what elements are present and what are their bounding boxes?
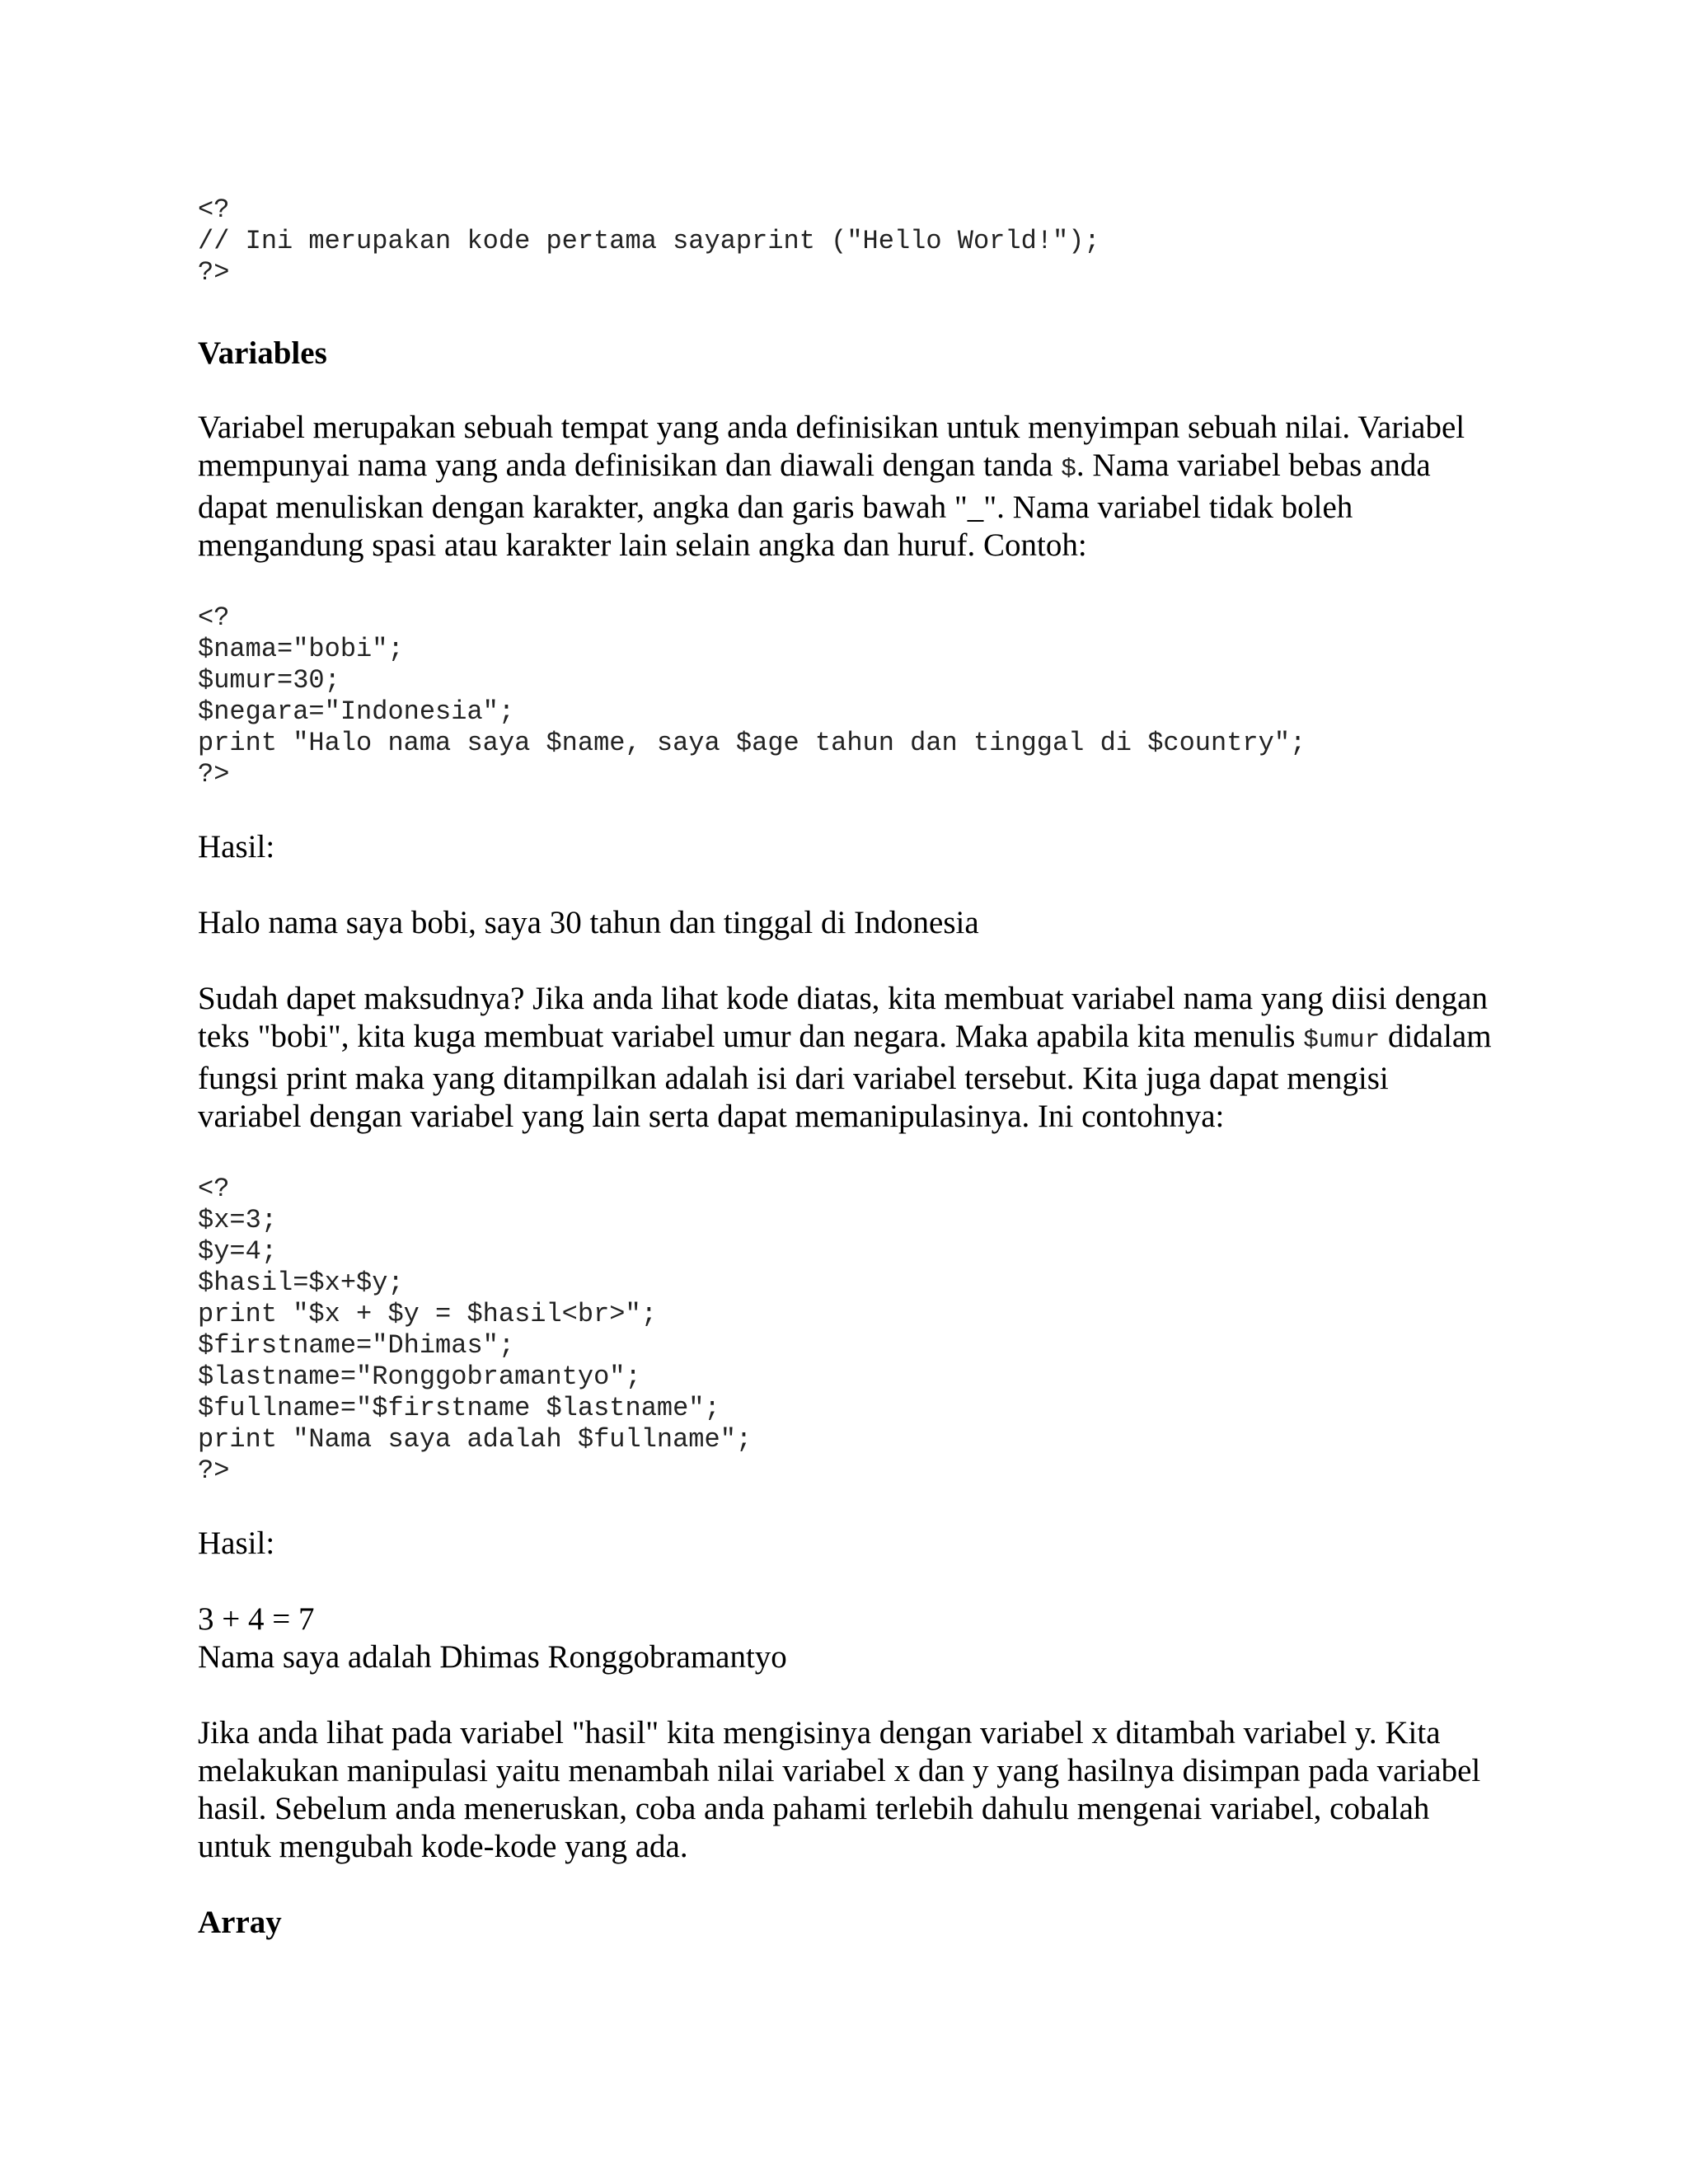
heading-variables: Variables (198, 335, 327, 371)
code-block-variables (198, 602, 1500, 790)
code-line: $umur=30; (198, 665, 340, 696)
code-line: $lastname="Ronggobramantyo"; (198, 1361, 641, 1392)
code-line: $firstname="Dhimas"; (198, 1330, 515, 1361)
code-line: print "$x + $y = $hasil<br>"; (198, 1299, 657, 1329)
result-line: Nama saya adalah Dhimas Ronggobramantyo (198, 1639, 787, 1675)
code-block-hello-world (198, 194, 1500, 288)
hasil-output (198, 1601, 1500, 1676)
code-line: <? (198, 1174, 230, 1204)
document-content (198, 194, 1500, 1942)
hasil-label: Hasil: (198, 1526, 275, 1561)
paragraph-text: Sudah dapet maksudnya? Jika anda lihat kode diatas, kita membuat variabel nama yang diisi dengan teks "bobi", kita kuga membuat variabel umur dan negara. Maka apabila kita menulis (198, 981, 1488, 1054)
paragraph-conclusion: Jika anda lihat pada variabel "hasil" kita mengisinya dengan variabel x ditambah variabel y. Kita melakukan manipulasi yaitu menambah nilai variabel x dan y yang hasilnya disimpan pada variabel hasil. Sebelum anda meneruskan, coba anda pahami terlebih dahulu mengenai variabel, cobalah untuk mengubah kode-kode yang ada. (198, 1715, 1481, 1864)
code-line: $nama="bobi"; (198, 634, 404, 664)
code-line: $y=4; (198, 1236, 278, 1267)
code-line: ?> (198, 257, 230, 288)
inline-code-umur: $umur (1303, 1026, 1381, 1055)
code-line: print "Nama saya adalah $fullname"; (198, 1424, 753, 1455)
hasil-label: Hasil: (198, 829, 275, 865)
code-line: $x=3; (198, 1205, 278, 1235)
paragraph-text: didalam fungsi print maka yang ditampilkan adalah isi dari variabel tersebut. Kita juga dapat mengisi variabel dengan variabel yang lain serta dapat memanipulasinya. Ini contohnya: (198, 1019, 1492, 1134)
inline-code-dollar: $ (1061, 455, 1076, 484)
paragraph-explanation (198, 980, 1500, 1136)
heading-array: Array (198, 1905, 282, 1940)
code-line: <? (198, 602, 230, 633)
paragraph-text: . Nama variabel bebas anda dapat menuliskan dengan karakter, angka dan garis bawah "_". Nama variabel tidak boleh mengandung spasi atau karakter lain selain angka dan huruf. Contoh: (198, 448, 1431, 563)
code-line: print "Halo nama saya $name, saya $age tahun dan tinggal di $country"; (198, 728, 1306, 758)
code-line: ?> (198, 759, 230, 790)
code-line: $fullname="$firstname $lastname"; (198, 1393, 720, 1423)
code-line: $negara="Indonesia"; (198, 696, 515, 727)
code-line: <? (198, 194, 230, 225)
code-block-manipulation (198, 1174, 1500, 1487)
code-line: // Ini merupakan kode pertama sayaprint ("Hello World!"); (198, 226, 1100, 256)
paragraph-variabel-intro (198, 409, 1500, 565)
code-line: ?> (198, 1455, 230, 1486)
hasil-output: Halo nama saya bobi, saya 30 tahun dan tinggal di Indonesia (198, 905, 979, 940)
paragraph-text: Variabel merupakan sebuah tempat yang anda definisikan untuk menyimpan sebuah nilai. Variabel mempunyai nama yang anda definisikan dan diawali dengan tanda (198, 410, 1465, 483)
result-line: 3 + 4 = 7 (198, 1601, 315, 1637)
code-line: $hasil=$x+$y; (198, 1268, 404, 1298)
